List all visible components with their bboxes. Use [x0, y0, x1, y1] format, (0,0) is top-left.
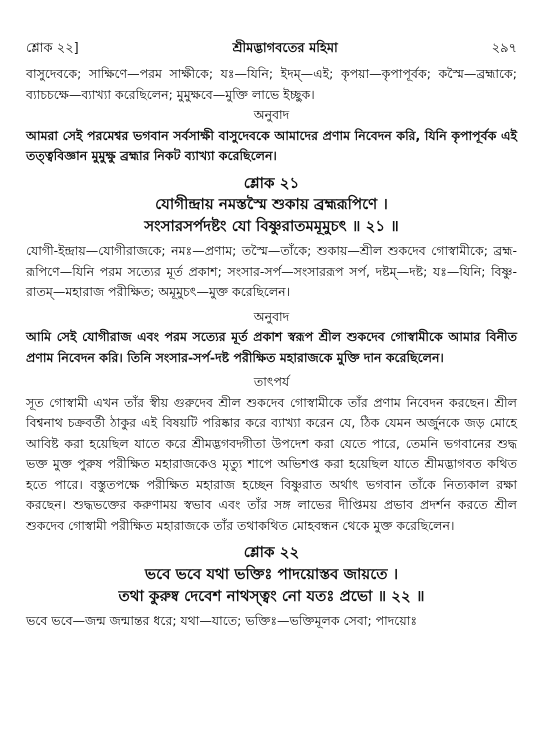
- verse-21-line-1: যোগীন্দ্রায় নমস্তস্মৈ শুকায় ব্রহ্মরূপিণে ।: [155, 195, 388, 213]
- page-number: ২৯৭: [491, 40, 517, 56]
- translation-previous: আমরা সেই পরমেশ্বর ভগবান সর্বসাক্ষী বাসুদেবকে আমাদের প্রণাম নিবেদন করি, যিনি কৃপাপূর্বক এই তত্ত্ববিজ্ঞান মুমুক্ষু ব্রহ্মার নিকট ব্যাখ্যা করেছিলেন।: [26, 127, 517, 163]
- verse-reference: শ্লোক ২২]: [26, 40, 79, 56]
- verse-22-line-1: ভবে ভবে যথা ভক্তিঃ পাদয়োস্তব জায়তে ।: [144, 564, 399, 583]
- translation-heading: অনুবাদ: [253, 107, 290, 122]
- synonyms-22: ভবে ভবে—জন্ম জন্মান্তর ধরে; যথা—যাতে; ভক্তিঃ—ভক্তিমূলক সেবা; পাদয়োঃ: [26, 612, 417, 628]
- page-body: [26, 64, 517, 631]
- synonyms-previous: বাসুদেবকে; সাক্ষিণে—পরম সাক্ষীকে; যঃ—যিনি; ইদম্—এই; কৃপয়া—কৃপাপূর্বক; কস্মৈ—ব্রহ্মাকে; ব্যাচচক্ষে—ব্যাখ্যা করেছিলেন; মুমুক্ষবে—মুক্তি লাভে ইচ্ছুক।: [26, 66, 517, 102]
- verse-21-line-2: সংসারসর্পদষ্টং যো বিষ্ণুরাতমমূমুচৎ ॥ ২১ ॥: [144, 217, 399, 235]
- purport: সূত গোস্বামী এখন তাঁর স্বীয় গুরুদেব শ্রীল শুকদেব গোস্বামীকে তাঁর প্রণাম নিবেদন করছেন। শ্রীল বিশ্বনাথ চক্রবর্তী ঠাকুর এই বিষয়টি পরিষ্কার করে ব্যাখ্যা করেন যে, ঠিক যেমন অর্জুনকে জড় মোহে আবিষ্ট করা হয়েছিল যাতে করে শ্রীমদ্ভগবদ্গীতা উপদেশ করা যেতে পারে, তেমনি ভগবানের শুদ্ধ ভক্ত মুক্ত পুরুষ পরীক্ষিত মহারাজকেও মৃত্যু শাপে অভিশপ্ত করা হয়েছিল যাতে শ্রীমদ্ভাগবত কথিত হতে পারে। বস্তুতপক্ষে পরীক্ষিত মহারাজ হচ্ছেন বিষ্ণুরাত অর্থাৎ ভগবান তাঁকে নিত্যকাল রক্ষা করছেন। শুদ্ধভক্তের করুণাময় স্বভাব এবং তাঁর সঙ্গ লাভের দীপ্তিময় প্রভাব প্রদর্শন করতে শ্রীল শুকদেব গোস্বামী পরীক্ষিত মহারাজকে তাঁর তথাকথিত মোহবন্ধন থেকে মুক্ত করেছিলেন।: [26, 394, 517, 533]
- translation-21: আমি সেই যোগীরাজ এবং পরম সত্যের মূর্ত প্রকাশ স্বরূপ শ্রীল শুকদেব গোস্বামীকে আমার বিনীত প্রণাম নিবেদন করি। তিনি সংসার-সর্প-দষ্ট পরীক্ষিত মহারাজকে মুক্তি দান করেছিলেন।: [26, 329, 517, 365]
- synonyms-21: যোগী-ইন্দ্রায়—যোগীরাজকে; নমঃ—প্রণাম; তস্মৈ—তাঁকে; শুকায়—শ্রীল শুকদেব গোস্বামীকে; ব্রহ্ম-রূপিণে—যিনি পরম সত্যের মূর্ত প্রকাশ; সংসার-সর্প—সংসাররূপ সর্প, দষ্টম্—দষ্ট; যঃ—যিনি; বিষ্ণু-রাতম্—মহারাজ পরীক্ষিত; অমূমুচৎ—মুক্ত করেছিলেন।: [26, 243, 517, 299]
- page-header: [26, 40, 517, 58]
- purport-heading: তাৎপর্য: [253, 374, 290, 389]
- translation-heading: অনুবাদ: [253, 308, 290, 324]
- verse-22-line-2: তথা কুরুষ্ব দেবেশ নাথস্ত্বং নো যতঃ প্রভো ॥ ২২ ॥: [118, 586, 425, 605]
- verse-21-heading: শ্লোক ২১: [243, 173, 300, 192]
- running-title: শ্রীমদ্ভাগবতের মহিমা: [232, 40, 338, 56]
- verse-22-heading: শ্লোক ২২: [243, 543, 300, 561]
